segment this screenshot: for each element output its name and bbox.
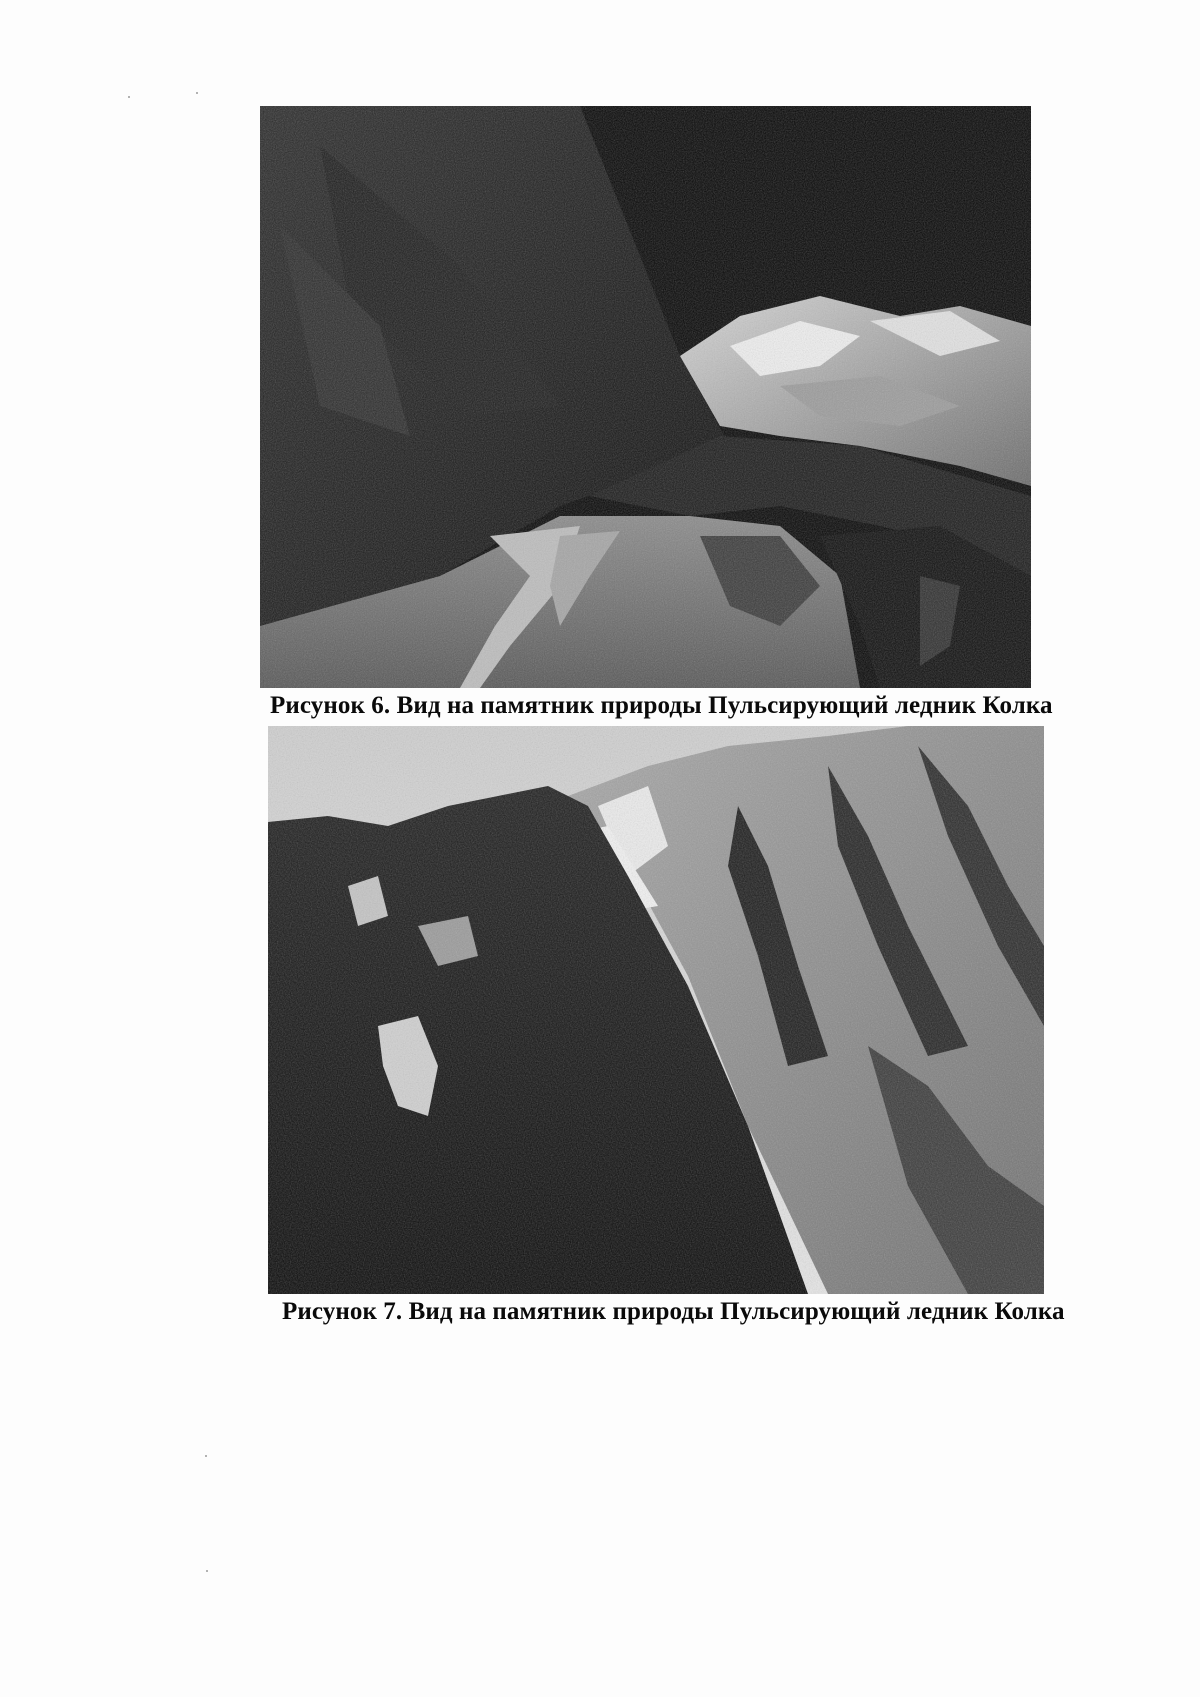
scan-speck <box>206 1570 208 1572</box>
mountain-ridge-photo-image <box>268 726 1044 1294</box>
scan-speck <box>205 1455 207 1457</box>
scan-speck <box>128 96 130 98</box>
figure-6-photo <box>260 106 1031 688</box>
scan-speck <box>196 92 198 94</box>
glacier-photo-image <box>260 106 1031 688</box>
figure-6-caption: Рисунок 6. Вид на памятник природы Пульсирующий ледник Колка <box>270 692 1053 719</box>
figure-7-caption: Рисунок 7. Вид на памятник природы Пульсирующий ледник Колка <box>282 1298 1065 1325</box>
figure-7-photo <box>268 726 1044 1294</box>
